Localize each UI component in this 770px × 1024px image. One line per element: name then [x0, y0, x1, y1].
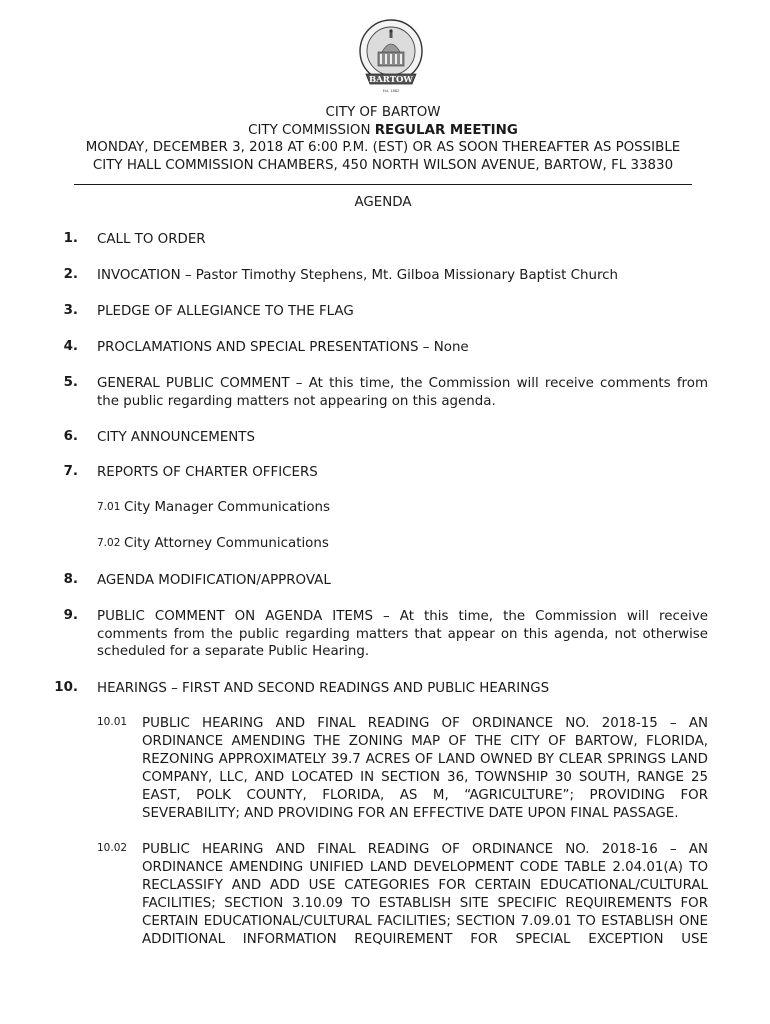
- meeting-date: MONDAY, DECEMBER 3, 2018 AT 6:00 P.M. (EST) OR AS SOON THEREAFTER AS POSSIBLE: [85, 140, 681, 155]
- hearing-number: 10.01: [97, 716, 128, 728]
- item-text: GENERAL PUBLIC COMMENT – At this time, the Commission will receive comments from the public regarding matters not appearing on this agenda.: [97, 376, 708, 409]
- item-text: INVOCATION – Pastor Timothy Stephens, Mt. Gilboa Missionary Baptist Church: [97, 268, 619, 283]
- item-number: 6.: [63, 429, 78, 444]
- item-text: PUBLIC COMMENT ON AGENDA ITEMS – At this time, the Commission will receive comments from the public regarding matters that appear on this agenda, not otherwise scheduled for a separate Public Hearing.: [97, 609, 708, 659]
- item-text: REPORTS OF CHARTER OFFICERS: [97, 465, 318, 480]
- item-text: PROCLAMATIONS AND SPECIAL PRESENTATIONS – None: [97, 340, 469, 355]
- meeting-location: CITY HALL COMMISSION CHAMBERS, 450 NORTH WILSON AVENUE, BARTOW, FL 33830: [92, 157, 674, 173]
- subitem-text: City Attorney Communications: [124, 536, 329, 551]
- subitem-number: 7.02: [97, 537, 121, 549]
- svg-text:Est. 1882: Est. 1882: [382, 89, 400, 93]
- item-text: PLEDGE OF ALLEGIANCE TO THE FLAG: [97, 304, 354, 319]
- item-number: 1.: [63, 231, 78, 246]
- item-number: 4.: [63, 339, 78, 354]
- header-divider: [74, 184, 692, 185]
- svg-text:BARTOW: BARTOW: [369, 75, 413, 85]
- item-text: HEARINGS – FIRST AND SECOND READINGS AND PUBLIC HEARINGS: [97, 681, 550, 696]
- item-number: 7.: [63, 464, 78, 479]
- item-number: 8.: [63, 572, 78, 587]
- item-text: CITY ANNOUNCEMENTS: [97, 430, 255, 445]
- subitem-text: City Manager Communications: [124, 500, 330, 515]
- hearing-text: PUBLIC HEARING AND FINAL READING OF ORDINANCE NO. 2018-16 – AN ORDINANCE AMENDING UNIFIED LAND DEVELOPMENT CODE TABLE 2.04.01(A) TO RECLASSIFY AND ADD USE CATEGORIES FOR CERTAIN EDUCATIONAL/CULTURAL FACILITIES; SECTION 3.10.09 TO ESTABLISH SITE SPECIFIC REQUIREMENTS FOR CERTAIN EDUCATIONAL/CULTURAL FACILITIES; SECTION 7.09.01 TO ESTABLISH ONE ADDITIONAL INFORMATION REQUIREMENT FOR SPECIAL EXCEPTION USE: [142, 842, 708, 947]
- item-text: AGENDA MODIFICATION/APPROVAL: [97, 573, 331, 588]
- item-number: 9.: [63, 608, 78, 623]
- city-name: CITY OF BARTOW: [325, 105, 441, 120]
- item-number: 2.: [63, 267, 78, 282]
- item-number: 10.: [54, 680, 78, 695]
- subitem-number: 7.01: [97, 501, 121, 513]
- agenda-title: AGENDA: [354, 195, 412, 210]
- hearing-text: PUBLIC HEARING AND FINAL READING OF ORDINANCE NO. 2018-15 – AN ORDINANCE AMENDING THE ZONING MAP OF THE CITY OF BARTOW, FLORIDA, REZONING APPROXIMATELY 39.7 ACRES OF LAND OWNED BY CLEAR SPRINGS LAND COMPANY, LLC, AND LOCATED IN SECTION 36, TOWNSHIP 30 SOUTH, RANGE 25 EAST, POLK COUNTY, FLORIDA, AS M, “AGRICULTURE”; PROVIDING FOR SEVERABILITY; AND PROVIDING FOR AN EFFECTIVE DATE UPON FINAL PASSAGE.: [142, 716, 708, 821]
- hearing-number: 10.02: [97, 842, 128, 854]
- meeting-type-bold: REGULAR MEETING: [374, 122, 518, 138]
- meeting-header: [74, 104, 692, 174]
- item-text: CALL TO ORDER: [97, 232, 206, 247]
- item-number: 5.: [63, 375, 78, 390]
- city-seal-logo: [358, 18, 424, 96]
- meeting-type: CITY COMMISSION REGULAR MEETING: [248, 122, 518, 138]
- item-number: 3.: [63, 303, 78, 318]
